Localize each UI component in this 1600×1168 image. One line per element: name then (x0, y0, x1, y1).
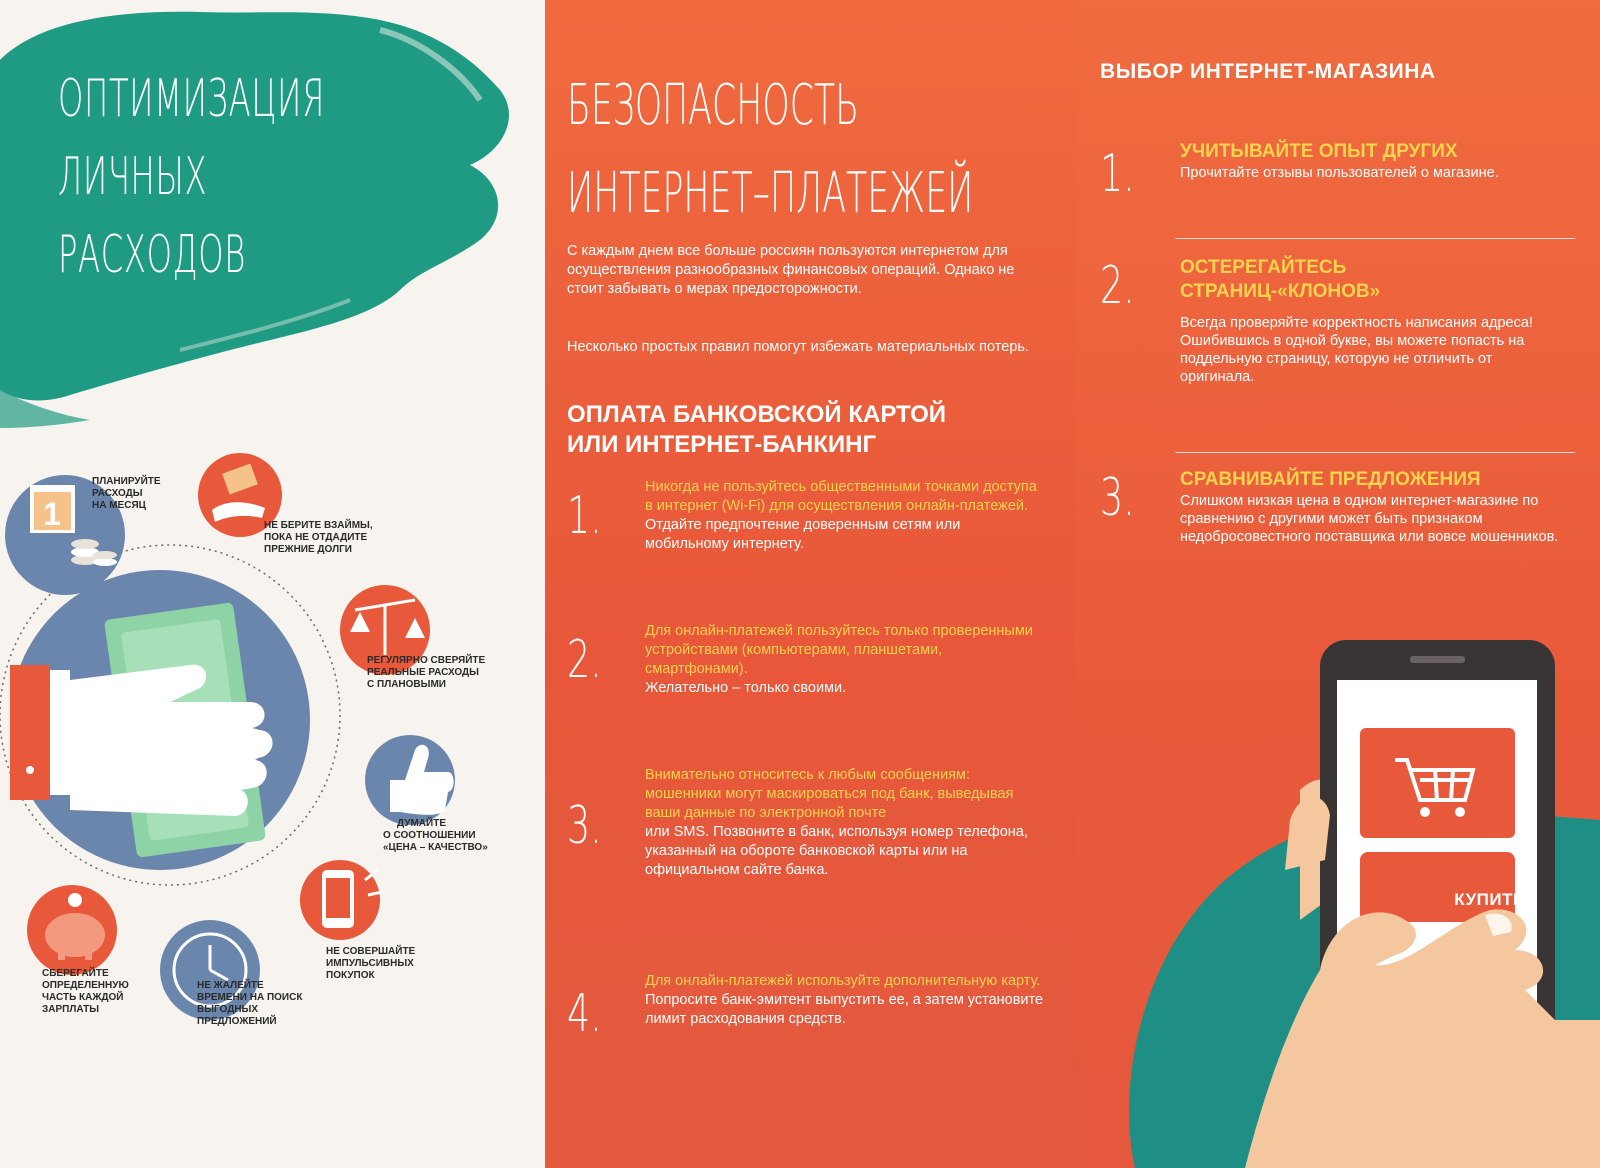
title-line: РАСХОДОВ (58, 225, 246, 285)
tip-line: ДУМАЙТЕ (397, 818, 446, 829)
tip-line: СБЕРЕГАЙТЕ (42, 968, 109, 979)
left-panel-title (58, 60, 356, 294)
rule-number: 2. (567, 630, 602, 690)
tip-line: ПРЕЖНИЕ ДОЛГИ (264, 544, 352, 555)
title-line: БЕЗОПАСНОСТЬ (567, 73, 859, 138)
left-panel (0, 0, 545, 1168)
rule-highlight: Никогда не пользуйтесь общественными точками доступа в интернет (Wi-Fi) для осуществления онлайн-платежей. (645, 479, 1037, 514)
tip-line: ПОКА НЕ ОТДАДИТЕ (264, 532, 368, 543)
tip-price-quality (383, 818, 488, 854)
intro-paragraph-2: Несколько простых правил помогут избежать материальных потерь. (567, 339, 1029, 355)
step-item (1100, 256, 1570, 386)
rule-highlight: Внимательно относитесь к любым сообщениям: мошенники могут маскироваться под банк, выведывая ваши данные по электронной почте (645, 767, 1014, 821)
tip-line: ПЛАНИРУЙТЕ (92, 476, 161, 487)
middle-panel-title (567, 62, 1013, 238)
rule-item (567, 622, 1047, 698)
rule-number: 3. (567, 796, 602, 856)
step-item (1100, 468, 1570, 546)
step-number: 1. (1100, 144, 1135, 204)
rule-text: или SMS. Позвоните в банк, используя номер телефона, указанный на обороте банковской карты или на официальном сайте банка. (645, 824, 1028, 878)
calendar-number: 1 (43, 496, 61, 532)
title-line: ОПТИМИЗАЦИЯ (58, 69, 325, 129)
title-line: ЛИЧНЫХ (58, 147, 208, 207)
middle-panel (545, 0, 1075, 1168)
tip-line: ЧАСТЬ КАЖДОЙ (42, 992, 124, 1003)
tip-line: С ПЛАНОВЫМИ (367, 679, 446, 690)
step-description: Всегда проверяйте корректность написания адреса! Ошибившись в одной букве, вы можете попасть на поддельную страницу, которую не отличить от оригинала. (1180, 315, 1533, 385)
divider (1175, 452, 1575, 453)
step-title: СТРАНИЦ-«КЛОНОВ» (1180, 281, 1381, 302)
rule-highlight: Для онлайн-платежей используйте дополнительную карту. (645, 973, 1041, 989)
tip-no-impulse (326, 946, 415, 982)
tip-line: ОПРЕДЕЛЕННУЮ (42, 980, 129, 991)
step-title: ОСТЕРЕГАЙТЕСЬ (1180, 257, 1347, 278)
tip-line: НЕ ЖАЛЕЙТЕ (197, 980, 264, 991)
step-item (1100, 140, 1570, 204)
right-panel (1075, 0, 1600, 1168)
tip-plan-expenses (92, 476, 161, 512)
rule-item (567, 478, 1047, 554)
step-description: Слишком низкая цена в одном интернет-магазине по сравнению с другими может быть признаком недобросовестного поставщика или вовсе мошенников. (1180, 493, 1559, 545)
tip-search-time (197, 980, 302, 1028)
rule-number: 4. (567, 984, 602, 1044)
step-title: УЧИТЫВАЙТЕ ОПЫТ ДРУГИХ (1180, 141, 1458, 162)
tip-line: ПРЕДЛОЖЕНИЙ (197, 1016, 277, 1027)
tip-line: НЕ СОВЕРШАЙТЕ (326, 946, 416, 957)
rule-number: 1. (567, 486, 602, 546)
rule-item (567, 972, 1047, 1044)
tip-no-loans (264, 520, 373, 556)
phone-speaker (1410, 656, 1465, 663)
tip-save-salary (42, 968, 129, 1016)
tip-line: ПОКУПОК (326, 970, 375, 981)
rule-text: Желательно – только своими. (645, 680, 847, 696)
tip-line: ИМПУЛЬСИВНЫХ (326, 958, 414, 969)
tip-line: РЕГУЛЯРНО СВЕРЯЙТЕ (367, 655, 486, 666)
step-number: 3. (1100, 468, 1135, 528)
step-description: Прочитайте отзывы пользователей о магазине. (1180, 165, 1499, 181)
thumbs-up-icon (365, 735, 455, 825)
tip-line: ВРЕМЕНИ НА ПОИСК (197, 992, 303, 1003)
tip-line: ЗАРПЛАТЫ (42, 1004, 99, 1015)
divider (1175, 238, 1575, 239)
tip-line: РАСХОДЫ (92, 488, 143, 499)
section-heading (567, 400, 1067, 460)
rule-highlight: Для онлайн-платежей пользуйтесь только проверенными устройствами (компьютерами, планшетами, смартфонами). (645, 623, 1033, 677)
tip-line: РЕАЛЬНЫЕ РАСХОДЫ (367, 667, 479, 678)
tip-compare-expenses (367, 655, 485, 691)
step-number: 2. (1100, 256, 1135, 316)
hand-back-fingers (1285, 797, 1330, 870)
rule-text: Отдайте предпочтение доверенным сетям или мобильному интернету. (645, 517, 961, 552)
heading-line: ОПЛАТА БАНКОВСКОЙ КАРТОЙ (567, 401, 946, 428)
heading-line: ИЛИ ИНТЕРНЕТ-БАНКИНГ (567, 431, 877, 458)
title-line: ИНТЕРНЕТ–ПЛАТЕЖЕЙ (567, 161, 974, 226)
step-title: СРАВНИВАЙТЕ ПРЕДЛОЖЕНИЯ (1180, 469, 1481, 490)
tip-line: О СООТНОШЕНИИ (383, 830, 476, 841)
rule-text: Попросите банк-эмитент выпустить ее, а затем установите лимит расходования средств. (645, 992, 1044, 1027)
intro-paragraph: С каждым днем все больше россиян пользуются интернетом для осуществления разнообразных финансовых операций. Однако не стоит забывать о мерах предосторожности. (567, 243, 1015, 297)
tip-line: НА МЕСЯЦ (92, 500, 146, 511)
buy-button[interactable]: КУПИТЬ (1454, 890, 1526, 909)
shop-choice-heading: ВЫБОР ИНТЕРНЕТ-МАГАЗИНА (1100, 60, 1436, 83)
tip-line: НЕ БЕРИТЕ ВЗАЙМЫ, (264, 520, 373, 531)
tip-line: ВЫГОДНЫХ (197, 1004, 259, 1015)
rule-item (567, 766, 1047, 880)
piggy-bank-icon (27, 885, 117, 975)
tip-line: «ЦЕНА – КАЧЕСТВО» (383, 842, 488, 853)
smartphone-icon (300, 860, 382, 940)
